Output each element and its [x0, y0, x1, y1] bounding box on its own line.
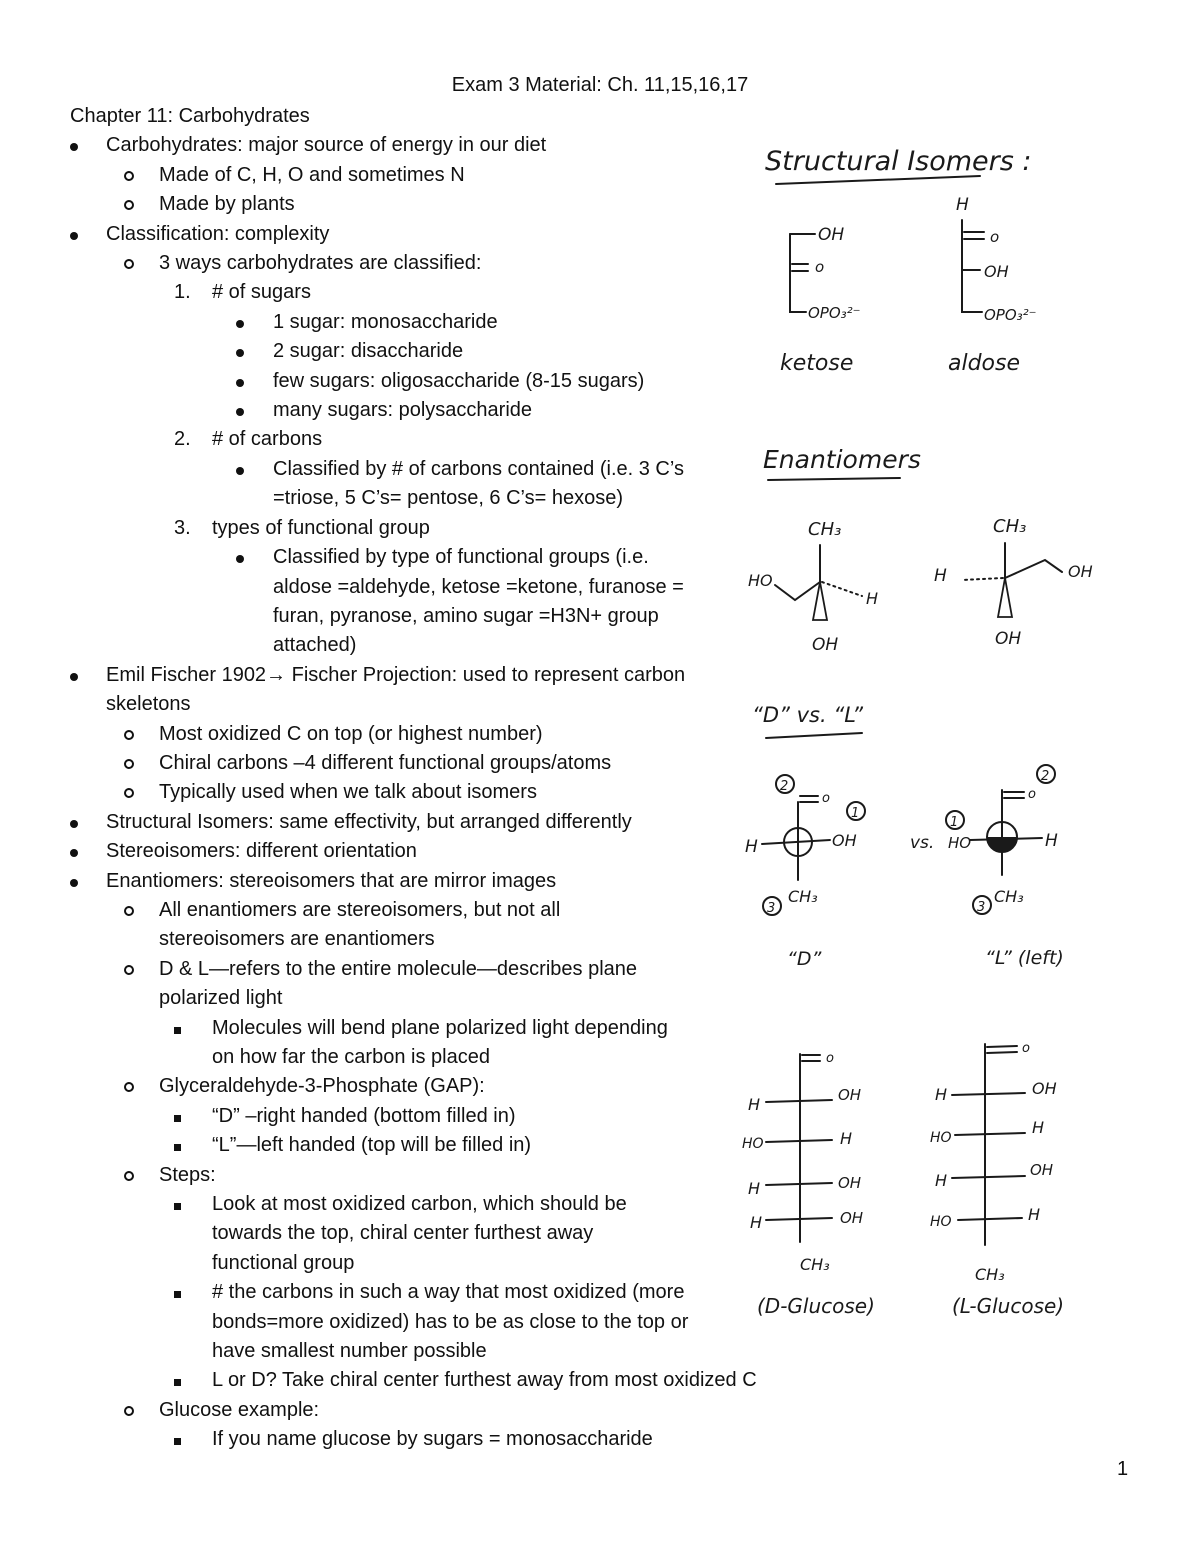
svg-text:H: H — [866, 589, 879, 608]
l-label: “L” (left) — [985, 947, 1064, 969]
svg-text:HO: HO — [930, 1130, 952, 1146]
svg-text:OH: OH — [838, 1086, 862, 1104]
svg-text:H: H — [935, 1085, 948, 1104]
list-item: Emil Fischer 1902→ Fischer Projection: used to represent carbon — [70, 661, 750, 690]
svg-text:OPO₃²⁻: OPO₃²⁻ — [984, 306, 1037, 324]
list-item-continued: attached) — [273, 634, 357, 657]
list-item-continued: towards the top, chiral center furthest away — [212, 1222, 594, 1245]
svg-text:H: H — [1028, 1205, 1041, 1224]
list-item: few sugars: oligosaccharide (8-15 sugars) — [70, 367, 750, 396]
svg-text:3: 3 — [767, 901, 776, 916]
list-item-continued: on how far the carbon is placed — [212, 1046, 490, 1068]
svg-text:2: 2 — [780, 779, 789, 794]
svg-text:OH: OH — [1068, 562, 1093, 581]
list-item: Chiral carbons –4 different functional groups/atoms — [70, 749, 750, 778]
d-vs-l-title: “D” vs. “L” — [752, 703, 864, 727]
page-number: 1 — [1117, 1458, 1129, 1480]
d-vs-l-sketch — [745, 703, 1064, 970]
l-glucose-label: (L-Glucose) — [952, 1294, 1065, 1318]
list-item-continued: have smallest number possible — [212, 1340, 487, 1363]
svg-text:vs.: vs. — [910, 833, 935, 853]
structural-isomers-sketch — [765, 146, 1037, 376]
list-item: Classified by type of functional groups (i.e. — [70, 543, 750, 572]
page-title: Exam 3 Material: Ch. 11,15,16,17 — [451, 74, 749, 96]
svg-text:OH: OH — [832, 831, 857, 850]
svg-text:OH: OH — [1032, 1079, 1057, 1098]
list-item: “D” –right handed (bottom filled in) — [70, 1102, 750, 1131]
svg-text:H: H — [1032, 1118, 1045, 1137]
list-item-continued: bonds=more oxidized) has to be as close to the top or — [212, 1310, 689, 1333]
list-item: Molecules will bend plane polarized light depending — [70, 1014, 750, 1043]
enantiomers-title: Enantiomers — [763, 445, 921, 474]
l-glucose-sketch — [930, 1041, 1064, 1318]
svg-text:OH: OH — [1030, 1161, 1054, 1179]
list-item-continued: =triose, 5 C’s= pentose, 6 C’s= hexose) — [273, 487, 624, 510]
svg-text:H: H — [750, 1213, 763, 1232]
svg-text:HO: HO — [948, 834, 972, 852]
svg-text:CH₃: CH₃ — [994, 887, 1024, 906]
svg-text:CH₃: CH₃ — [975, 1265, 1005, 1284]
list-item: Typically used when we talk about isomers — [70, 778, 750, 807]
list-item: If you name glucose by sugars = monosaccharide — [70, 1425, 750, 1454]
svg-text:CH₃: CH₃ — [808, 519, 842, 540]
list-item: 3 ways carbohydrates are classified: — [70, 249, 750, 278]
aldose-label: aldose — [948, 351, 1021, 376]
svg-text:o: o — [822, 791, 830, 806]
d-label: “D” — [787, 948, 822, 970]
svg-text:1: 1 — [950, 815, 959, 830]
list-item: Look at most oxidized carbon, which should be — [70, 1190, 750, 1219]
list-item: Steps: — [70, 1161, 750, 1190]
list-item: Stereoisomers: different orientation — [70, 837, 750, 866]
svg-text:2: 2 — [1041, 769, 1050, 784]
enantiomers-sketch — [748, 445, 1093, 655]
list-item-continued: furan, pyranose, amino sugar =H3N+ group — [273, 604, 659, 627]
list-item: # the carbons in such a way that most oxidized (more — [70, 1278, 750, 1307]
list-item: Glucose example: — [70, 1396, 750, 1425]
svg-text:H: H — [748, 1095, 761, 1114]
d-glucose-sketch — [742, 1051, 875, 1318]
svg-text:OH: OH — [995, 629, 1022, 649]
list-item: Most oxidized C on top (or highest number) — [70, 720, 750, 749]
svg-text:H: H — [840, 1129, 853, 1148]
svg-text:H: H — [934, 566, 947, 586]
list-item: Glyceraldehyde-3-Phosphate (GAP): — [70, 1072, 750, 1101]
list-item: Structural Isomers: same effectivity, but arranged differently — [70, 808, 750, 837]
list-item-continued: stereoisomers are enantiomers — [159, 928, 435, 951]
svg-text:HO: HO — [930, 1214, 952, 1230]
list-item-continued: skeletons — [106, 693, 191, 716]
svg-text:OH: OH — [838, 1174, 862, 1192]
svg-text:o: o — [826, 1051, 834, 1066]
list-item: Enantiomers: stereoisomers that are mirror images — [70, 867, 750, 896]
svg-text:CH₃: CH₃ — [788, 887, 818, 906]
svg-text:HO: HO — [742, 1136, 764, 1152]
svg-text:o: o — [1022, 1041, 1030, 1056]
svg-text:H: H — [745, 837, 758, 857]
svg-text:o: o — [990, 228, 1000, 246]
list-item: many sugars: polysaccharide — [70, 396, 750, 425]
list-item: 2 sugar: disaccharide — [70, 337, 750, 366]
svg-text:CH₃: CH₃ — [800, 1255, 830, 1274]
svg-text:OH: OH — [812, 635, 839, 655]
svg-text:HO: HO — [748, 571, 773, 590]
list-item: Classification: complexity — [70, 220, 750, 249]
list-item-continued: functional group — [212, 1251, 355, 1274]
chapter-heading: Chapter 11: Carbohydrates — [70, 105, 310, 127]
list-item-continued: aldose =aldehyde, ketose =ketone, furanose = — [273, 575, 684, 598]
ketose-label: ketose — [780, 351, 854, 376]
svg-text:CH₃: CH₃ — [993, 516, 1027, 537]
svg-text:OH: OH — [840, 1209, 864, 1227]
svg-text:3: 3 — [977, 900, 986, 915]
numbered-item: 2. # of carbons — [174, 428, 323, 451]
list-item: All enantiomers are stereoisomers, but not all — [70, 896, 750, 925]
structural-isomers-title: Structural Isomers : — [765, 146, 1032, 177]
svg-text:OH: OH — [818, 225, 845, 245]
svg-text:1: 1 — [851, 806, 860, 821]
svg-text:OH: OH — [984, 262, 1009, 281]
d-glucose-label: (D-Glucose) — [757, 1294, 875, 1318]
svg-text:H: H — [748, 1179, 761, 1198]
list-item: Made by plants — [70, 190, 750, 219]
list-item: D & L—refers to the entire molecule—describes plane — [70, 955, 750, 984]
numbered-item: 1. # of sugars — [174, 281, 311, 304]
list-item-continued: polarized light — [159, 987, 283, 1010]
list-item: Made of C, H, O and sometimes N — [70, 161, 750, 190]
svg-text:OPO₃²⁻: OPO₃²⁻ — [808, 304, 861, 322]
svg-text:o: o — [1028, 787, 1036, 802]
svg-text:o: o — [815, 258, 825, 276]
svg-text:H: H — [935, 1171, 948, 1190]
svg-text:H: H — [1045, 831, 1058, 851]
list-item: Classified by # of carbons contained (i.e. 3 C’s — [70, 455, 750, 484]
svg-text:H: H — [956, 195, 969, 215]
list-item: Carbohydrates: major source of energy in our diet — [70, 131, 750, 160]
list-item: “L”—left handed (top will be filled in) — [70, 1131, 750, 1160]
list-item: L or D? Take chiral center furthest away from most oxidized C — [70, 1366, 750, 1395]
numbered-item: 3. types of functional group — [174, 516, 430, 539]
list-item: 1 sugar: monosaccharide — [70, 308, 750, 337]
